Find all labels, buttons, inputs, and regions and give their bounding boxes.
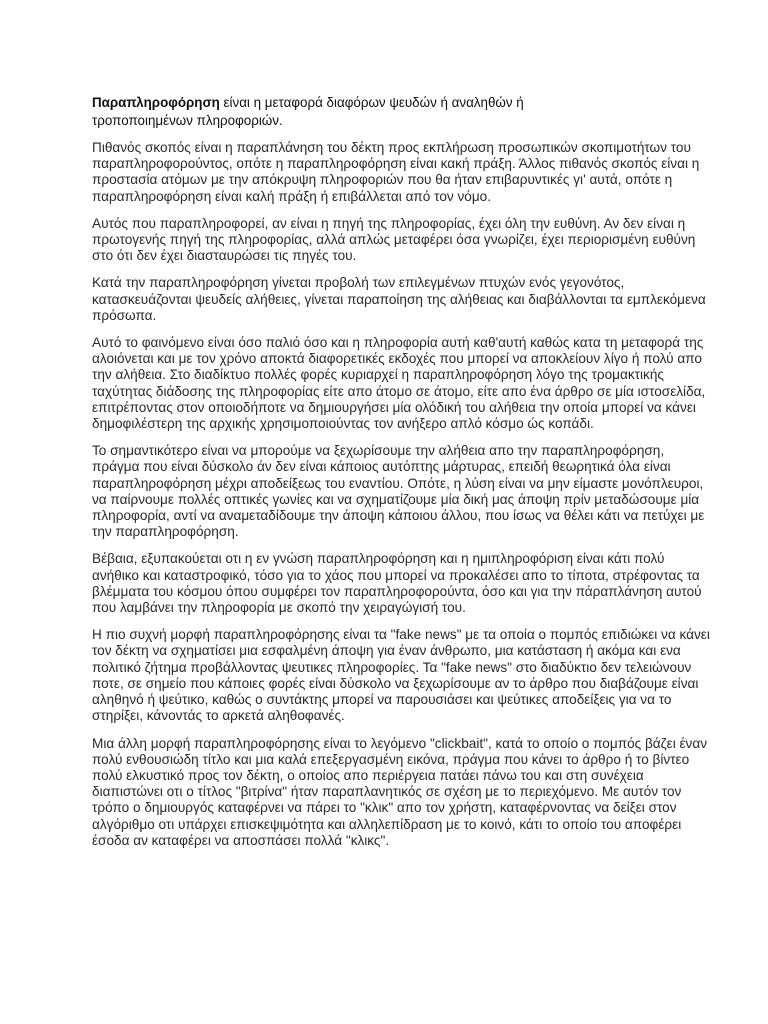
paragraph-fake-news: Η πιο συχνή μορφή παραπληροφόρησης είναι τα "fake news" με τα οποία ο πομπός επιδιώκει να κάνει τον δέκτη να σχηματίσει μια εσφαλμένη άποψη για έναν άνθρωπο, μια κατάσταση ή ακόμα και ενα πολιτικό ζήτημα προβάλλοντας ψευτικες πληροφορίες. Τα "fake news" στο διαδύκτιο δεν τελειώνουν ποτε, σε σημείο που κάποιες φορές είναι δύσκολο να ξεχωρίσουμε αν το άρθρο που διαβάζουμε είναι αληθηνό ή ψεύτικο, καθώς ο συντάκτης μπορεί να παρουσιάσει και ψεύτικες αποδείξεις για να το στηρίξει, κάνοντάς το αρκετά αληθοφανές.	[92, 627, 710, 724]
intro-text-line1: είναι η μεταφορά διαφόρων ψευδών ή αναληθών ή	[219, 95, 524, 110]
intro-paragraph	[92, 94, 712, 130]
paragraph-clickbait: Μια άλλη μορφή παραπληροφόρησης είναι το λεγόμενο "clickbait", κατά το οποίο ο πομπός βάζει έναν πολύ ενθουσιώδη τίτλο και μια καλά επεξεργασμένη εικόνα, πράγμα που κάνει το άρθρο ή το βίντεο πολύ ελκυστικό προς τον δέκτη, ο οποίος απο περιέργεια πατάει πάνω του και στη συνέχεια διαπιστώνει οτι ο τίτλος "βιτρίνα" ήταν παραπλανητικός σε σχέση με το περιεχόμενο. Με αυτόν τον τρόπο ο δημιουργός καταφέρνει να πάρει το "κλικ" απο τον χρήστη, καταφέρνοντας να δείξει στον αλγόριθμο οτι υπάρχει επισκεψιμότητα και αλληλεπίδραση με το κοινό, κάτι το οποίο του αποφέρει έσοδα αν καταφέρει να αποσπάσει πολλά "κλικς".	[92, 735, 708, 848]
paragraph-purpose: Πιθανός σκοπός είναι η παραπλάνηση του δέκτη προς εκπλήρωση προσωπικών σκοπιμοτήτων του παραπληροφορούντος, οπότε η παραπληροφόρηση είναι κακή πράξη. Άλλος πιθανός σκοπός είναι η προστασία ατόμων με την απόκρυψη πληροφοριών που θα ήταν επιβαρυντικές γι' αυτά, οπότε η παραπληροφόρηση είναι καλή πράξη ή επιβάλλεται από τον νόμο.	[92, 140, 700, 204]
intro-text-line2: τροποποιημένων πληροφοριών.	[92, 113, 283, 128]
paragraph-ethics: Βέβαια, εξυπακούεται οτι η εν γνώση παραπληροφόρηση και η ημιπληροφόριση είναι κάτι πολύ ανήθικο και καταστροφικό, τόσο για το χάος που μπορεί να προκαλέσει απο το τίποτα, στρέφοντας τα βλέμματα του κόσμου όπου συμφέρει τον παραπληροφορούντα, όσο και για την πάραπλάνηση αυτού που λαμβάνει την πληροφορία με σκοπό την χειραγώγισή του.	[92, 551, 702, 616]
paragraph-distinguishing-truth: Το σημαντικότερο είναι να μπορούμε να ξεχωρίσουμε την αλήθεια απο την παραπληροφόρηση, πράγμα που είναι δύσκολο άν δεν είναι κάποιος αυτόπτης μάρτυρας, επειδή θεωρητικά όλα είναι παραπληροφόρηση μέχρι αποδείξεως του εναντίου. Οπότε, η λύση είναι να μην είμαστε μονόπλευροι, να παίρνουμε πολλές οπτικές γωνίες και να σχηματίζουμε μία δική μας άποψη πρίν μεταδώσουμε μία πληροφορία, αντί να αναμεταδίδουμε την άποψη κάποιου άλλου, που ίσως να θέλει κάτι να πετύχει με την παραπληροφόρηση.	[92, 443, 705, 540]
article-body	[92, 140, 712, 860]
intro-term: Παραπληροφόρηση	[92, 95, 220, 110]
paragraph-methods: Κατά την παραπληροφόρηση γίνεται προβολή των επιλεγμένων πτυχών ενός γεγονότος, κατασκευάζονται ψευδείς αλήθειες, γίνεται παραποίηση της αλήθειας και διαβάλλονται τα εμπλεκόμενα πρόσωπα.	[92, 275, 706, 323]
paragraph-history: Αυτό το φαινόμενο είναι όσο παλιό όσο και η πληροφορία αυτή καθ'αυτή καθώς κατα τη μεταφορά της αλοιόνεται και με τον χρόνο αποκτά διαφορετικές εκδοχές που μπορεί να αποκλείουν λίγο ή πολύ απο την αλήθεια. Στο διαδίκτυο πολλές φορές κυριαρχεί η παραπληροφόρηση λόγο της τρομακτικής ταχύτητας διάδοσης της πληροφορίας είτε απο άτομο σε άτομο, είτε απο ένα άρθρο σε μία ιστοσελίδα, επιτρέποντας στον οποιοδήποτε να δημιουργήσει μία ολόδική του αλήθεια την οποία μπορεί να κάνει δημοφιλέστερη της αρχικής χρησιμοποιούντας τον ανήξερο απλό κόσμο ώς κοπάδι.	[92, 335, 706, 432]
paragraph-responsibility: Αυτός που παραπληροφορεί, αν είναι η πηγή της πληροφορίας, έχει όλη την ευθύνη. Αν δεν είναι η πρωτογενής πηγή της πληροφορίας, αλλά απλώς μεταφέρει όσα γνωρίζει, έχει περιορισμένη ευθύνη στο ότι δεν έχει διασταυρώσει τις πηγές του.	[92, 215, 696, 264]
